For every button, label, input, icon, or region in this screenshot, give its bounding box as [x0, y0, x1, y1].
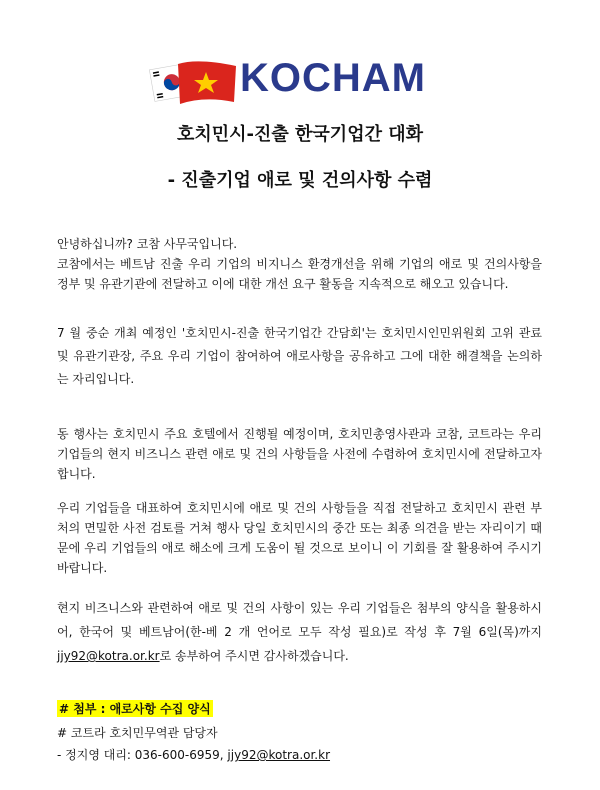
contact-email-link[interactable]: jjy92@kotra.or.kr: [227, 748, 331, 762]
attachment-note: # 첨부 : 애로사항 수집 양식: [59, 702, 211, 716]
greeting-body: 코참에서는 베트남 진출 우리 기업의 비지니스 환경개선을 위해 기업의 애로 및 건의사항을 정부 및 유관기관에 전달하고 이에 대한 개선 요구 활동을 지속적으로 해오고 있습니다.: [57, 257, 542, 291]
kocham-logo: [148, 58, 448, 108]
email-link[interactable]: jjy92@kotra.or.kr: [57, 649, 160, 663]
request-text-end: 로 송부하여 주시면 감사하겠습니다.: [159, 649, 349, 663]
paragraph-purpose: 우리 기업들을 대표하여 호치민시에 애로 및 건의 사항들을 직접 전달하고 호치민시 관련 부처의 면밀한 사전 검토를 거쳐 행사 당일 호치민시의 중간 또는 최종 의견을 받는 자리이기 때문에 우리 기업들의 애로 해소에 크게 도움이 될 것으로 보이니 이 기회를 잘 활용하여 주시기 바랍니다.: [57, 501, 542, 575]
flags-icon: [148, 58, 240, 108]
contact-person: [57, 746, 330, 763]
paragraph-greeting: [57, 234, 542, 294]
contact-person-text: - 정지영 대리: 036-600-6959,: [57, 748, 228, 762]
paragraph-event: 7 월 중순 개최 예정인 '호치민시-진출 한국기업간 간담회'는 호치민시인민위원회 고위 관료 및 유관기관장, 주요 우리 기업이 참여하여 애로사항을 공유하고 그에 대한 해결책을 논의하는 자리입니다.: [57, 326, 542, 386]
paragraph-request: [57, 596, 542, 668]
contact-org: # 코트라 호치민무역관 담당자: [57, 726, 218, 740]
logo-text: KOCHAM: [240, 56, 426, 100]
request-text: 현지 비즈니스와 관련하여 애로 및 건의 사항이 있는 우리 기업들은 첨부의 양식을 활용하시어, 한국어 및 베트남어(한-베 2 개 언어로 모두 작성 필요)로 작성 후 7월 6일(목)까지: [57, 601, 542, 639]
page-subtitle: - 진출기업 애로 및 건의사항 수렴: [167, 170, 433, 191]
greeting-line: 안녕하십니까? 코참 사무국입니다.: [57, 237, 238, 251]
paragraph-venue: 동 행사는 호치민시 주요 호텔에서 진행될 예정이며, 호치민총영사관과 코참, 코트라는 우리 기업들의 현지 비즈니스 관련 애로 및 건의 사항들을 사전에 수렴하여 호치민시에 전달하고자 합니다.: [57, 427, 542, 481]
page-title: 호치민시-진출 한국기업간 대화: [176, 124, 424, 145]
